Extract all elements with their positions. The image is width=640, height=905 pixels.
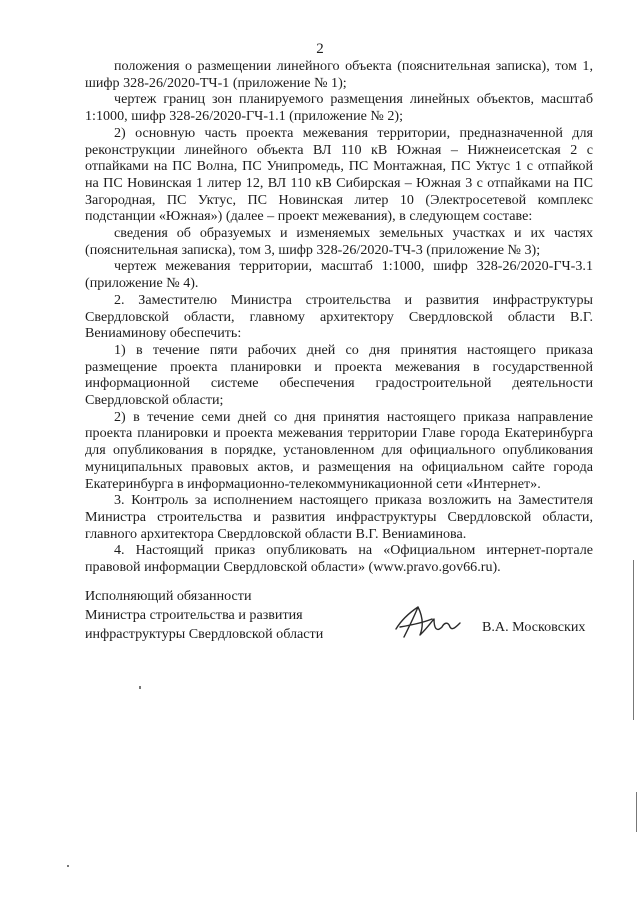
paragraph-2: чертеж границ зон планируемого размещения линейных объектов, масштаб 1:1000, шифр 328-26/2020-ГЧ-1.1 (приложение № 2); xyxy=(85,91,593,125)
paragraph-6: 2. Заместителю Министра строительства и развития инфраструктуры Свердловской области, главному архитектору Свердловской области В.Г. Вениаминову обеспечить: xyxy=(85,291,593,342)
scan-edge-mark xyxy=(636,792,637,832)
signature-block xyxy=(85,587,323,644)
page-number: 2 xyxy=(316,41,324,57)
signer-name: В.А. Московских xyxy=(482,619,586,635)
paragraph-3: 2) основную часть проекта межевания территории, предназначенной для реконструкции линейного объекта ВЛ 110 кВ Южная – Нижнеисетская 2 с отпайками на ПС Волна, ПС Унипромедь, ПС Монтажная, ПС Уктус 1 с отпайкой на ПС Новинская 1 литер 12, ВЛ 110 кВ Сибирская – Южная 3 с отпайками на ПС Загородная, ПС Уктус, ПС Новинская литер 10 (Электросетевой комплекс подстанции «Южная») (далее – проект межевания), в следующем составе: xyxy=(85,124,593,225)
scan-speck xyxy=(67,865,69,867)
handwritten-signature xyxy=(388,597,468,647)
paragraph-4: сведения об образуемых и изменяемых земельных участках и их частях (пояснительная записка), том 3, шифр 328-26/2020-ТЧ-3 (приложение № 3); xyxy=(85,225,593,258)
signer-title-line-1: Исполняющий обязанности xyxy=(85,588,252,604)
document-body xyxy=(85,58,593,576)
scan-edge-mark xyxy=(633,560,634,720)
paragraph-9: 3. Контроль за исполнением настоящего приказа возложить на Заместителя Министра строительства и развития инфраструктуры Свердловской области, главного архитектора Свердловской области В.Г. Вениаминова. xyxy=(85,492,593,542)
paragraph-7: 1) в течение пяти рабочих дней со дня принятия настоящего приказа размещение проекта планировки и проекта межевания в государственной информационной системе обеспечения градостроительной деятельности Свердловской области; xyxy=(85,341,593,409)
scan-speck xyxy=(139,686,141,689)
paragraph-10: 4. Настоящий приказ опубликовать на «Официальном интернет-портале правовой информации Свердловской области» (www.pravo.gov66.ru). xyxy=(85,542,593,576)
paragraph-1: положения о размещении линейного объекта (пояснительная записка), том 1, шифр 328-26/2020-ТЧ-1 (приложение № 1); xyxy=(85,58,593,91)
paragraph-5: чертеж межевания территории, масштаб 1:1000, шифр 328-26/2020-ГЧ-3.1 (приложение № 4). xyxy=(85,258,593,292)
paragraph-8: 2) в течение семи дней со дня принятия настоящего приказа направление проекта планировки и проекта межевания территории Главе города Екатеринбурга для опубликования в порядке, установленном для официального опубликования муниципальных правовых актов, и размещения на официальном сайте города Екатеринбурга в информационно-телекоммуникационной сети «Интернет». xyxy=(85,408,593,492)
signer-title-line-2: Министра строительства и развития xyxy=(85,607,303,623)
signer-title-line-3: инфраструктуры Свердловской области xyxy=(85,626,324,642)
